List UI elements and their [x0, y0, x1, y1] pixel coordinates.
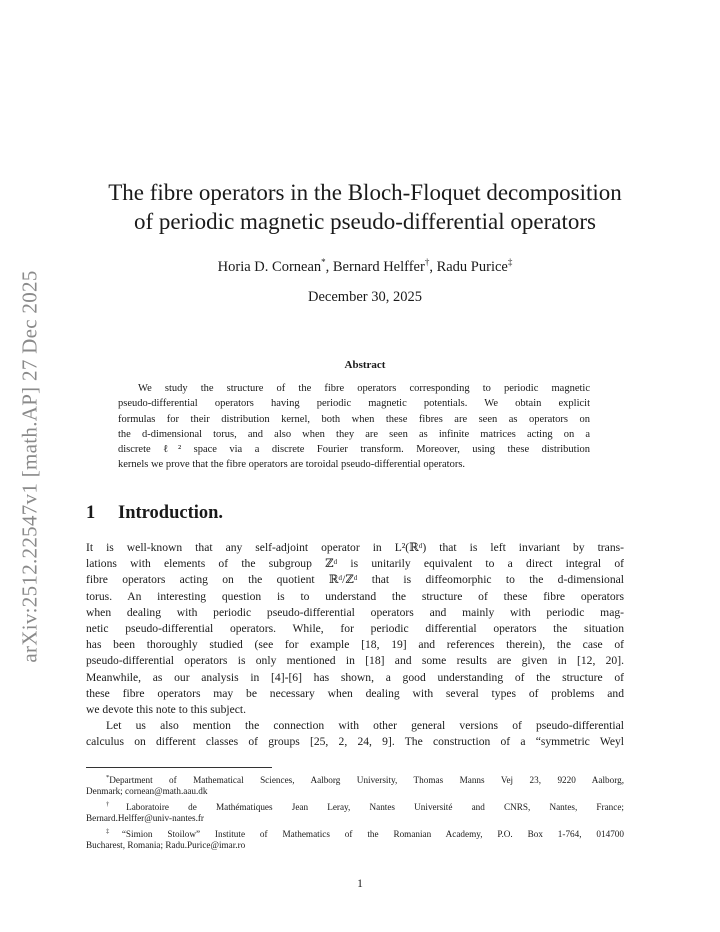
section-number: 1 [86, 503, 96, 523]
footnote-text: Laboratoire de Mathématiques Jean Leray, Nantes Université and CNRS, Nantes, France; [126, 802, 624, 813]
author-footnote-mark: ‡ [507, 257, 513, 267]
body-line: these fibre operators may be necessary when dealing with several types of problems and [86, 686, 624, 700]
abstract-line: kernels we prove that the fibre operators are toroidal pseudo-differential operators. [118, 459, 466, 471]
author-name: Bernard Helffer [332, 258, 425, 275]
arxiv-identifier: arXiv:2512.22547v1 [math.AP] 27 Dec 2025 [17, 269, 42, 663]
footnote-line [86, 771, 624, 785]
author-list [60, 257, 670, 276]
author-name: Radu Purice [436, 258, 508, 275]
abstract-line: We study the structure of the fibre operators corresponding to periodic magnetic [138, 383, 590, 394]
arxiv-identifier-sidebar [12, 248, 48, 684]
footnote-line: Bucharest, Romania; Radu.Purice@imar.ro [86, 839, 246, 850]
body-line: we devote this note to this subject. [86, 702, 247, 716]
paper-date: December 30, 2025 [308, 289, 422, 305]
abstract-line: the d-dimensional torus, and also when they are seen as infinite matrices acting on a [118, 428, 590, 440]
body-line: pseudo-differential operators is only mentioned in [18] and some results are given in [12, 20]. [86, 654, 624, 668]
footnote-text: “Simion Stoilow” Institute of Mathematics of the Romanian Academy, P.O. Box 1-764, 014700 [121, 829, 624, 840]
introduction-body [86, 540, 624, 750]
footnote-divider [86, 767, 272, 768]
title-line: The fibre operators in the Bloch-Floquet decomposition [108, 180, 622, 205]
author-footnote-mark: * [321, 257, 326, 267]
abstract-line: discrete ℓ² space via a discrete Fourier transform. Moreover, using these distribution [118, 444, 590, 456]
body-line: lations with elements of the subgroup ℤᵈ is unitarily equivalent to a direct integral of [86, 557, 624, 571]
footnote-line: Bernard.Helffer@univ-nantes.fr [86, 812, 204, 823]
section-title: Introduction. [118, 503, 224, 523]
page-number: 1 [357, 878, 363, 890]
paper-title [60, 178, 670, 236]
author-separator: , [429, 258, 437, 275]
body-line: torus. An interesting question is to understand the structure of these fibre operators [86, 589, 624, 603]
abstract-line: formulas for their distribution kernel, both when these fibres are seen as operators on [118, 413, 590, 425]
footnote-mark: † [106, 801, 127, 808]
footnote-line [86, 825, 624, 839]
section-heading [86, 503, 223, 524]
footnote-line [86, 798, 624, 812]
footnotes [86, 771, 624, 852]
body-line: when dealing with periodic pseudo-differential operators and mainly with periodic mag- [86, 605, 624, 619]
footnote-line: Denmark; cornean@math.aau.dk [86, 785, 208, 796]
footnote-mark: ‡ [106, 828, 122, 835]
body-line: netic pseudo-differential operators. While, for periodic differential operators the situation [86, 621, 624, 635]
title-line: of periodic magnetic pseudo-differential operators [134, 209, 596, 234]
body-line: fibre operators acting on the quotient ℝᵈ/ℤᵈ that is diffeomorphic to the d-dimensional [86, 573, 624, 587]
footnote-mark: * [106, 774, 110, 781]
author-footnote-mark: † [424, 257, 430, 267]
author-name: Horia D. Cornean [217, 258, 322, 275]
author-separator: , [325, 258, 333, 275]
body-line: Meanwhile, as our analysis in [4]-[6] has shown, a good understanding of the structure of [86, 670, 624, 684]
footnote-text: Department of Mathematical Sciences, Aalborg University, Thomas Manns Vej 23, 9220 Aalborg, [109, 775, 624, 786]
abstract-body [118, 381, 590, 473]
abstract-heading: Abstract [344, 359, 386, 371]
body-line: has been thoroughly studied (see for example [18, 19] and references therein), the case of [86, 638, 624, 652]
abstract-line: pseudo-differential operators having periodic magnetic potentials. We obtain explicit [118, 398, 590, 410]
body-line: Let us also mention the connection with other general versions of pseudo-differential [106, 719, 624, 733]
body-line: calculus on different classes of groups [25, 2, 24, 9]. The construction of a “symmetric Weyl [86, 735, 624, 749]
body-line: It is well-known that any self-adjoint operator in L²(ℝᵈ) that is left invariant by trans- [86, 541, 624, 554]
